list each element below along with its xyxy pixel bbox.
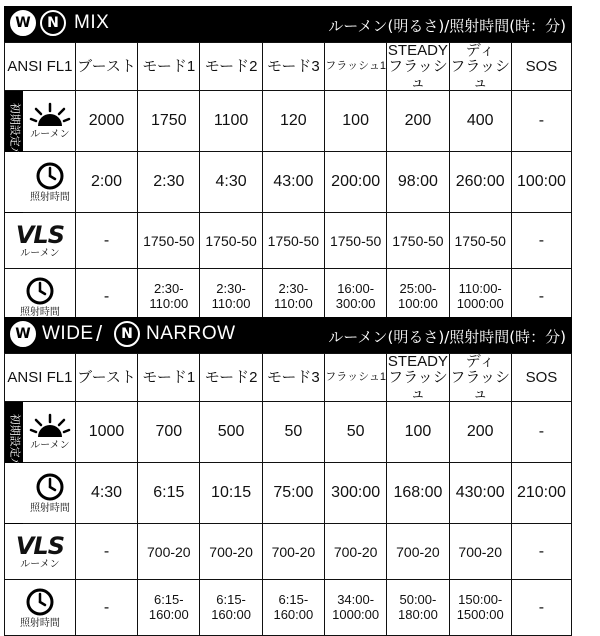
col-mode1: モード1 (138, 354, 200, 402)
value-cell: 700-20 (387, 524, 449, 580)
value-cell: 100:00 (511, 152, 571, 213)
value-cell: 200 (449, 402, 511, 463)
value-cell: 150:00- 1500:00 (449, 580, 511, 636)
value-cell: 1750 (138, 91, 200, 152)
value-cell: - (511, 213, 571, 269)
value-cell: 75:00 (262, 463, 324, 524)
vls-time-icon-label: 照射時間 (19, 617, 60, 629)
wide-narrow-spec-table (4, 317, 572, 636)
wide-badge-icon: W (10, 321, 36, 347)
value-cell: 50:00- 180:00 (387, 580, 449, 636)
clock-icon (35, 161, 65, 191)
value-cell: 98:00 (387, 152, 449, 213)
value-cell: - (511, 524, 571, 580)
value-cell: 700 (138, 402, 200, 463)
vls-time-row (5, 580, 572, 636)
value-cell: 2:00 (75, 152, 137, 213)
value-cell: 2:30 (138, 152, 200, 213)
value-cell: 50 (325, 402, 387, 463)
col-mode3: モード3 (262, 354, 324, 402)
mix-table (4, 42, 572, 325)
mode-title: MIX (74, 12, 110, 33)
value-cell: 168:00 (387, 463, 449, 524)
value-cell: 1100 (200, 91, 262, 152)
value-cell: 260:00 (449, 152, 511, 213)
col-mode3: モード3 (262, 43, 324, 91)
value-cell: 4:30 (75, 463, 137, 524)
col-mode2: モード2 (200, 354, 262, 402)
value-cell: 700-20 (138, 524, 200, 580)
time-row (5, 152, 572, 213)
value-cell: - (511, 91, 571, 152)
time-icon-label: 照射時間 (29, 503, 70, 514)
value-cell: 500 (200, 402, 262, 463)
lumen-row (5, 91, 572, 152)
value-cell: - (75, 524, 137, 580)
col-steady-flash: STEADY フラッシュ (387, 42, 448, 91)
vls-row (5, 524, 572, 580)
value-cell: 400 (449, 91, 511, 152)
lumen-row (5, 402, 572, 463)
value-cell: - (511, 269, 571, 325)
narrow-badge-icon: N (114, 321, 140, 347)
wide-narrow-table (4, 353, 572, 636)
col-flash1: フラッシュ1 (325, 43, 387, 91)
vls-row (5, 213, 572, 269)
value-cell: - (75, 269, 137, 325)
wide-badge-icon: W (10, 10, 36, 36)
value-cell: 25:00- 100:00 (387, 269, 449, 325)
value-cell: 300:00 (325, 463, 387, 524)
value-cell: 2:30- 110:00 (262, 269, 324, 325)
header-units: ルーメン(明るさ)/照射時間(時：分) (328, 17, 566, 35)
col-mode1: モード1 (138, 43, 200, 91)
value-cell: 210:00 (511, 463, 571, 524)
vls-icon-label: ルーメン (20, 247, 60, 259)
value-cell: 50 (262, 402, 324, 463)
value-cell: 200:00 (325, 152, 387, 213)
lumen-icon-label: ルーメン (30, 129, 70, 140)
col-sos: SOS (511, 354, 571, 402)
vls-logo-icon: VLS (15, 531, 65, 560)
value-cell: 6:15- 160:00 (262, 580, 324, 636)
value-cell: 10:15 (200, 463, 262, 524)
clock-icon (35, 472, 65, 502)
vls-logo-icon: VLS (15, 220, 65, 249)
col-ansi: ANSI FL1 (5, 43, 76, 91)
narrow-badge-icon: N (40, 10, 66, 36)
value-cell: 700-20 (200, 524, 262, 580)
value-cell: 34:00- 1000:00 (325, 580, 387, 636)
vls-time-icon-cell (5, 580, 76, 636)
value-cell: 110:00- 1000:00 (449, 269, 511, 325)
value-cell: 200 (387, 91, 449, 152)
value-cell: 100 (387, 402, 449, 463)
vls-time-icon-label: 照射時間 (19, 306, 60, 318)
value-cell: 16:00- 300:00 (325, 269, 387, 325)
value-cell: 120 (262, 91, 324, 152)
col-boost: ブースト (75, 354, 137, 402)
col-steady-flash: STEADY フラッシュ (387, 353, 448, 402)
lumen-icon-cell (5, 91, 76, 152)
vls-icon-label: ルーメン (20, 558, 60, 570)
col-sos: SOS (511, 43, 571, 91)
header-units: ルーメン(明るさ)/照射時間(時：分) (328, 328, 566, 346)
column-header-row (5, 354, 572, 402)
value-cell: 1000 (75, 402, 137, 463)
value-cell: - (75, 213, 137, 269)
mode-title-narrow: NARROW (146, 323, 236, 344)
column-header-row (5, 43, 572, 91)
value-cell: 700-20 (262, 524, 324, 580)
value-cell: 1750-50 (387, 213, 449, 269)
time-icon-label: 照射時間 (29, 192, 70, 203)
col-boost: ブースト (75, 43, 137, 91)
vls-icon-cell (5, 524, 76, 580)
col-day-flash: ディ フラッシュ (450, 42, 511, 91)
value-cell: 6:15 (138, 463, 200, 524)
value-cell: - (511, 580, 571, 636)
vls-icon-cell (5, 213, 76, 269)
value-cell: 2:30- 110:00 (200, 269, 262, 325)
lumen-icon-label: ルーメン (30, 440, 70, 451)
value-cell: - (75, 580, 137, 636)
sun-icon (30, 102, 70, 128)
time-icon-cell (5, 463, 76, 524)
clock-icon (25, 587, 55, 617)
value-cell: 1750-50 (200, 213, 262, 269)
value-cell: 6:15- 160:00 (138, 580, 200, 636)
wide-narrow-header-bar (4, 317, 572, 353)
mix-header-bar (4, 6, 572, 42)
value-cell: 1750-50 (325, 213, 387, 269)
sun-icon (30, 413, 70, 439)
value-cell: - (511, 402, 571, 463)
value-cell: 700-20 (325, 524, 387, 580)
value-cell: 2:30- 110:00 (138, 269, 200, 325)
time-row (5, 463, 572, 524)
value-cell: 6:15- 160:00 (200, 580, 262, 636)
value-cell: 700-20 (449, 524, 511, 580)
mode-title-wide: WIDE (42, 323, 94, 344)
mode-title-slash: / (96, 321, 103, 346)
col-mode2: モード2 (200, 43, 262, 91)
value-cell: 1750-50 (138, 213, 200, 269)
clock-icon (25, 276, 55, 306)
value-cell: 43:00 (262, 152, 324, 213)
col-ansi: ANSI FL1 (5, 354, 76, 402)
col-flash1: フラッシュ1 (325, 354, 387, 402)
col-day-flash: ディ フラッシュ (450, 353, 511, 402)
mix-spec-table (4, 6, 572, 325)
lumen-icon-cell (5, 402, 76, 463)
value-cell: 2000 (75, 91, 137, 152)
value-cell: 430:00 (449, 463, 511, 524)
value-cell: 1750-50 (449, 213, 511, 269)
value-cell: 4:30 (200, 152, 262, 213)
value-cell: 100 (325, 91, 387, 152)
time-icon-cell (5, 152, 76, 213)
value-cell: 1750-50 (262, 213, 324, 269)
